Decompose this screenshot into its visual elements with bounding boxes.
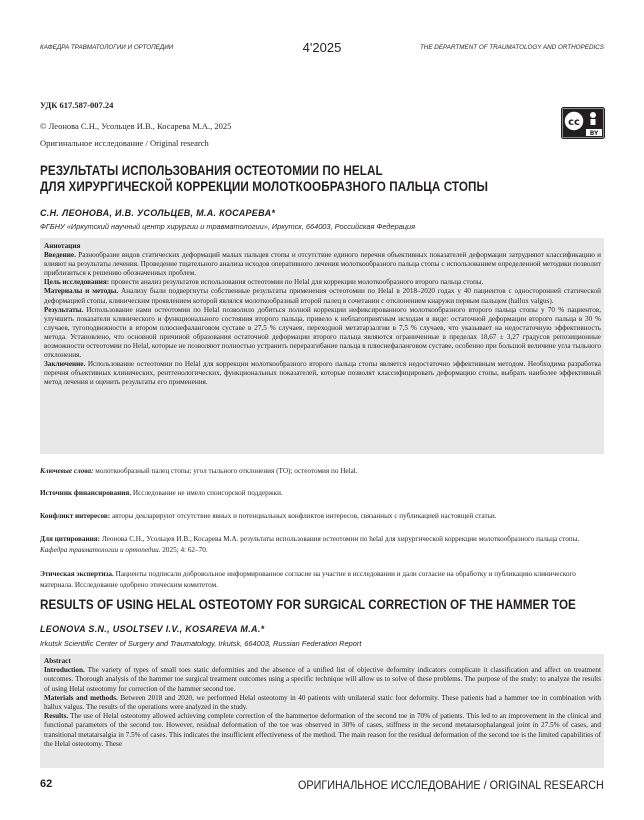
abstract-heading-en: Abstract	[44, 657, 71, 665]
by-label: BY	[589, 130, 599, 137]
page-footer	[40, 778, 604, 798]
affiliation-en: Irkutsk Scientific Center of Surgery and Traumatology, Irkutsk, 664003, Russian Federation Report	[40, 639, 362, 648]
page-number: 62	[40, 778, 53, 790]
running-header	[40, 40, 604, 56]
journal-name-ru: КАФЕДРА ТРАВМАТОЛОГИИ И ОРТОПЕДИИ	[40, 44, 174, 51]
abstract-methods-en: Materials and methods. Between 2018 and 2020, we performed Helal osteotomy in 40 patients with unilateral static foot deformity. These patients had a hammer toe in combination with hallux valgus. The results of the operations were analyzed in the study.	[44, 693, 601, 712]
abstract-conclusion-ru: Заключение. Использование остеотомии по Helal для коррекции молоткообразного второго пальца стопы является недостаточно эффективным методом. Необходима разработка перечня объективных клинических, рентгенологических, функциональных показателей, которые позволят классифицировать деформацию стопы, выбрать наиболее эффективный метод лечения и оценить результаты его применения.	[44, 360, 601, 387]
affiliation-ru: ФГБНУ «Иркутский научный центр хирургии и травматологии», Иркутск, 664003, Российская Федерация	[40, 222, 416, 231]
abstract-results-en: Results. The use of Helal osteotomy allowed achieving complete correction of the hammertoe deformation of the second toe in 70% of patients. This led to an improvement in the clinical and functional parameters of the second toe. However, residual deformation of the toe was observed in 30% of cases, stiffness in the second metatarsophalangeal joint in 27.5% of cases, and transitional metatarsalgia in 7.5% of cases. This indicates the insufficient effectiveness of the method. The main reason for the residual deformation of the second toe is the limited capabilities of the Helal osteotomy. These	[44, 712, 601, 748]
abstract-results-ru: Результаты. Использование нами остеотомии по Helal позволило добиться полной коррекции нефиксированного молоткообразного второго пальца стопы у 70 % пациентов, улучшить показатели клинического и функционального состояния второго пальца, привело к неблагоприятным исходам в виде: остаточной деформации второго пальца в 30 % случаев, тугоподвижности в втором плюснефаланговом суставе в 27,5 % случаев, переходной метатарзалгии в 7,5 % случаев, что указывает на недостаточную эффективность метода. Установлено, что основной причиной образования остаточной деформации второго пальца являются ограниченные в пределах 18,67 ± 3,27 градусов репозиционные возможности остеотомии по Helal, которые не позволяют полностью устранить переразгибание пальца в плюснефаланговом суставе, особенно при большой величине угла тыльного отклонения.	[44, 305, 601, 360]
abstract-en	[40, 654, 604, 768]
section-label: ОРИГИНАЛЬНОЕ ИССЛЕДОВАНИЕ / ORIGINAL RESEARCH	[298, 778, 604, 792]
journal-name-en: THE DEPARTMENT OF TRAUMATOLOGY AND ORTHOPEDICS	[419, 44, 604, 51]
ethics-ru: Этическая экспертиза. Пациенты подписали добровольное информированное согласие на участие в исследовании и дали согласие на обработку и публикацию клинического материала. Исследование одобрено этическим комитетом.	[40, 570, 576, 589]
udk-code: УДК 617.587-007.24	[40, 100, 114, 110]
conflict-of-interest-ru: Конфликт интересов: авторы декларируют отсутствие явных и потенциальных конфликтов интересов, связанных с публикацией настоящей статьи.	[40, 512, 497, 520]
article-title-ru	[40, 163, 522, 195]
abstract-intro-en: Introduction. The variety of types of small toes static deformities and the absence of a unified list of objective deformity indicators complicate it classification and affect on treatment outcomes. Thorough analysis of the hammer toe surgical treatment outcomes using a specific technique will allow us to solve of these problems. The purpose of the study: to analyze the results of using Helal osteotomy for correction of the hammer second toe.	[44, 666, 601, 693]
abstract-heading-ru: Аннотация	[44, 242, 81, 250]
issue-number: 4'2025	[302, 40, 342, 55]
article-type: Оригинальное исследование / Original research	[40, 138, 209, 148]
abstract-aim-ru: Цель исследования: провести анализ результатов использования остеотомии по Helal для коррекции молоткообразного второго пальца стопы.	[44, 278, 484, 287]
article-title-en: RESULTS OF USING HELAL OSTEOTOMY FOR SURGICAL CORRECTION OF THE HAMMER TOE	[40, 597, 576, 612]
abstract-ru	[40, 238, 604, 454]
title-line-1: РЕЗУЛЬТАТЫ ИСПОЛЬЗОВАНИЯ ОСТЕОТОМИИ ПО HELAL	[40, 163, 383, 178]
abstract-methods-ru: Материалы и методы. Анализу были подвергнуты собственные результаты применения остеотомии по Helal в 2018–2020 годах у 40 пациентов с односторонней статической деформацией стопы, клиническим проявлением которой являлся молоткообразный второй палец в сочетании с отклонением кнаружи первым пальцем (hallux valgus).	[44, 287, 602, 305]
copyright-line: © Леонова С.Н., Усольцев И.В., Косарева М.А., 2025	[40, 121, 232, 131]
funding-ru: Источник финансирования. Исследование не имело спонсорской поддержки.	[40, 489, 283, 497]
cc-mark: cc	[568, 117, 580, 128]
abstract-intro-ru: Введение. Разнообразие видов статических деформаций малых пальцев стопы и отсутствие единого перечня объективных показателей деформации затрудняют классификацию и влияют на результаты лечения. Проведение тщательного анализа исходов оперативного лечения молоткообразного пальца стопы с использованием определенной методики позволит приблизиться к решению обозначенных проблем.	[44, 251, 601, 278]
keywords-ru: Ключевые слова: молоткообразный палец стопы; угол тыльного отклонения (ТО); остеотомия по Helal.	[40, 467, 358, 475]
citation-ru: Для цитирования: Леонова С.Н., Усольцев И.В., Косарева М.А. результаты использования остеотомии по helal для хирургической коррекции молоткообразного пальца стопы. Кафедра травматологии и ортопедии. 2025; 4: 62–70.	[40, 535, 580, 554]
authors-en: LEONOVA S.N., USOLTSEV I.V., KOSAREVA M.A.*	[40, 624, 265, 634]
authors-ru: С.Н. ЛЕОНОВА, И.В. УСОЛЬЦЕВ, М.А. КОСАРЕВА*	[40, 208, 276, 218]
title-line-2: ДЛЯ ХИРУРГИЧЕСКОЙ КОРРЕКЦИИ МОЛОТКООБРАЗНОГО ПАЛЬЦА СТОПЫ	[40, 179, 489, 194]
cc-by-icon	[561, 107, 605, 139]
